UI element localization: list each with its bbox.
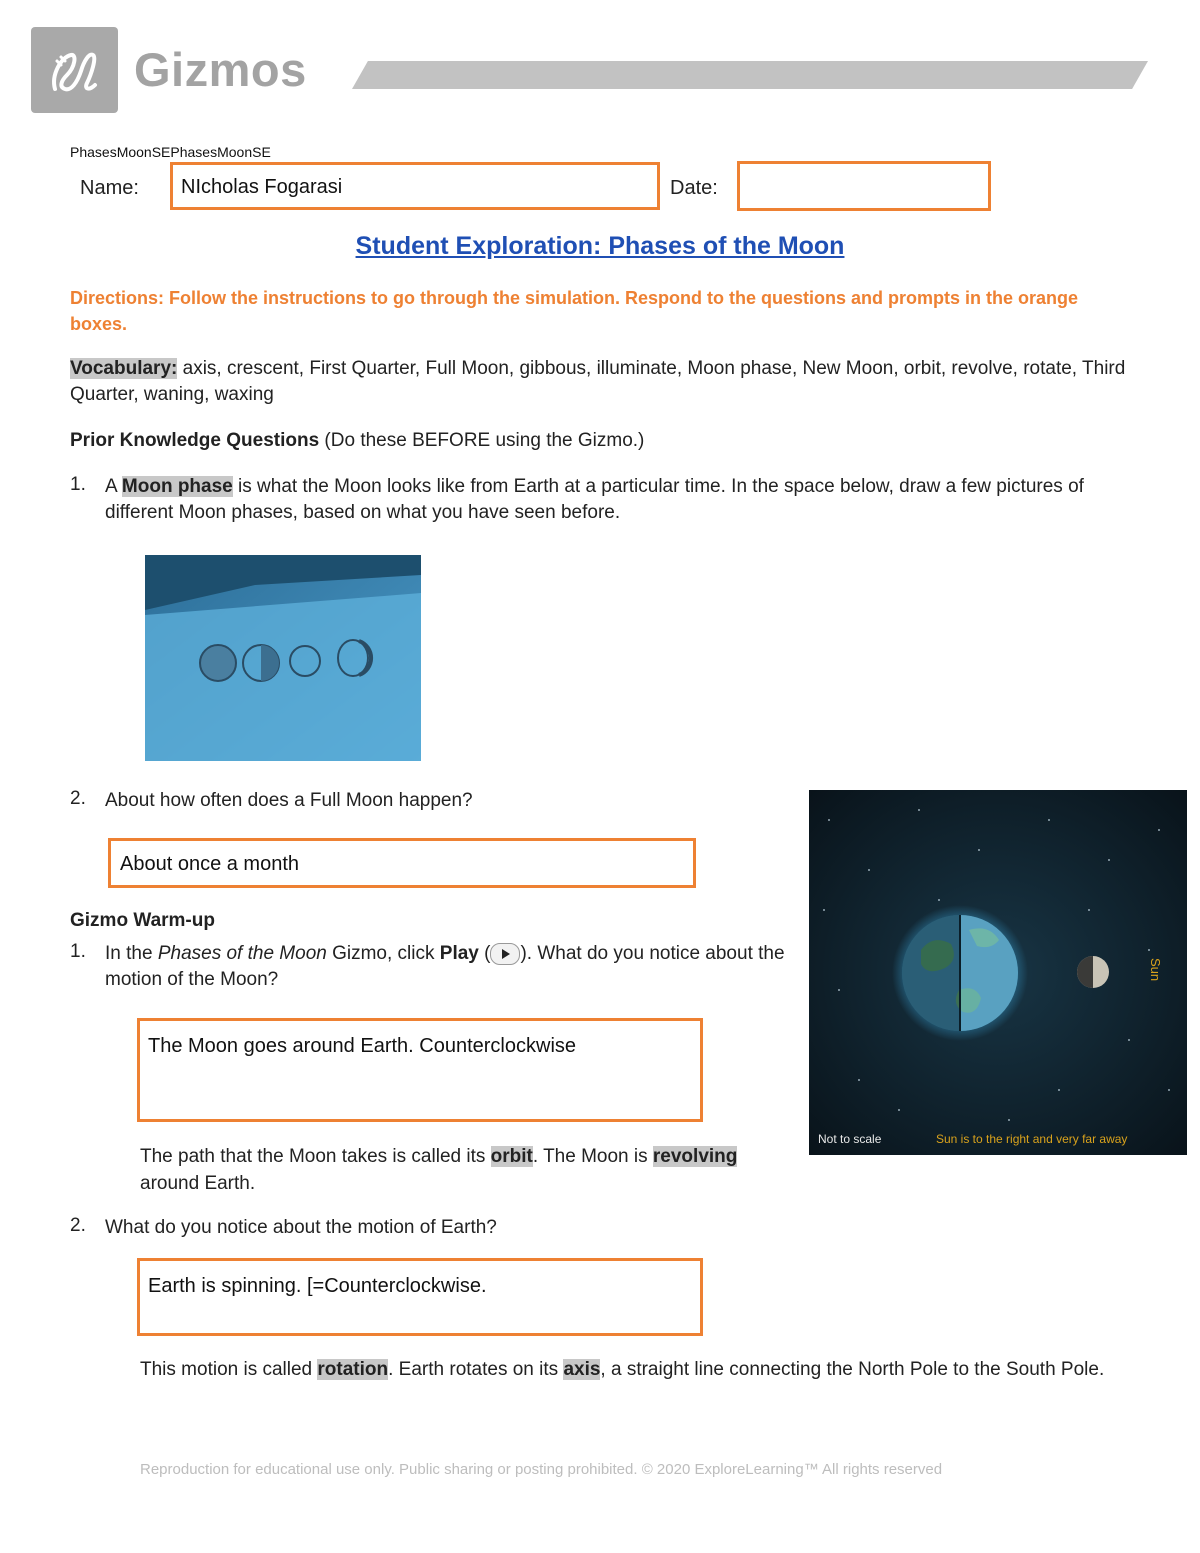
- rotation-explanation: [140, 1356, 1140, 1383]
- warmup-q1-answer: The Moon goes around Earth. Counterclockwise: [148, 1035, 577, 1057]
- q1-number: 1.: [70, 474, 86, 495]
- name-label: Name:: [80, 177, 139, 199]
- brand-name: Gizmos: [134, 43, 307, 96]
- q2-number: 2.: [70, 788, 86, 809]
- header-bar: [352, 61, 1148, 89]
- rotation-pre: This motion is called: [140, 1359, 318, 1380]
- logo-mark-icon: [31, 27, 118, 113]
- orbit-term: orbit: [490, 1146, 533, 1167]
- warmup-q2-answer-box[interactable]: [137, 1258, 703, 1336]
- directions: Directions: Follow the instructions to go through the simulation. Respond to the questions and prompts in the orange boxes.: [70, 288, 1078, 334]
- wq1-t3: (: [478, 943, 491, 964]
- wq1-t4: ). What do you notice about the motion of the Moon?: [105, 943, 785, 990]
- q2-answer: About once a month: [120, 853, 300, 875]
- date-value: [740, 164, 988, 178]
- revolving-term: revolving: [652, 1146, 738, 1167]
- date-field[interactable]: [737, 161, 991, 211]
- wq1-t2: Gizmo, click: [326, 943, 440, 964]
- rotation-term: rotation: [317, 1359, 389, 1380]
- prior-knowledge-title: Prior Knowledge Questions: [70, 430, 320, 451]
- prior-knowledge-note: (Do these BEFORE using the Gizmo.): [319, 430, 645, 451]
- gizmo-name: Phases of the Moon: [157, 943, 327, 964]
- orbit-pre: The path that the Moon takes is called its: [140, 1146, 491, 1167]
- warmup-q2-number: 2.: [70, 1215, 86, 1236]
- q1-post: is what the Moon looks like from Earth at a particular time. In the space below, draw a few pictures of different Moon phases, based on what you have seen before.: [105, 476, 1084, 523]
- prior-q1-text: [105, 474, 1135, 526]
- rotation-mid: . Earth rotates on its: [388, 1359, 564, 1380]
- warmup-q1-number: 1.: [70, 941, 86, 962]
- warmup-heading: Gizmo Warm-up: [70, 910, 215, 931]
- name-value: NIcholas Fogarasi: [181, 176, 343, 198]
- date-label: Date:: [670, 177, 718, 199]
- prior-knowledge-heading: [70, 428, 644, 454]
- not-to-scale-label: Not to scale: [818, 1132, 882, 1146]
- document-id: PhasesMoonSEPhasesMoonSE: [70, 144, 271, 160]
- axis-term: axis: [563, 1359, 601, 1380]
- moon-phases-drawing-photo: [145, 555, 421, 761]
- vocabulary-terms: axis, crescent, First Quarter, Full Moon, gibbous, illuminate, Moon phase, New Moon, orbit, revolve, rotate, Third Quarter, waning, waxing: [70, 358, 1126, 405]
- orbit-explanation: [140, 1143, 760, 1197]
- prior-q2-text: About how often does a Full Moon happen?: [105, 790, 473, 811]
- q1-pre: A: [105, 476, 122, 497]
- wq1-t1: In the: [105, 943, 158, 964]
- play-word: Play: [439, 943, 479, 964]
- q1-term: Moon phase: [121, 476, 233, 497]
- q2-answer-box[interactable]: [108, 838, 696, 888]
- warmup-q2-answer: Earth is spinning. [=Counterclockwise.: [148, 1275, 487, 1297]
- warmup-q1-text: [105, 941, 795, 993]
- rotation-post: , a straight line connecting the North Pole to the South Pole.: [600, 1359, 1105, 1380]
- warmup-q1-answer-box[interactable]: [137, 1018, 703, 1122]
- footer-copyright: Reproduction for educational use only. Public sharing or posting prohibited. © 2020 ExploreLearning™ All rights reserved: [140, 1461, 943, 1478]
- play-icon: [490, 943, 520, 965]
- page-title: Student Exploration: Phases of the Moon: [355, 232, 845, 260]
- sun-label: Sun: [1148, 958, 1163, 982]
- explorelearning-logo: [31, 27, 118, 113]
- vocabulary: [70, 356, 1130, 408]
- name-field[interactable]: [170, 162, 660, 210]
- warmup-q2-text: What do you notice about the motion of Earth?: [105, 1217, 497, 1238]
- gizmo-simulation-screenshot: [809, 790, 1187, 1155]
- orbit-mid: . The Moon is: [532, 1146, 653, 1167]
- sun-note-label: Sun is to the right and very far away: [936, 1132, 1128, 1146]
- vocabulary-label: Vocabulary:: [70, 358, 178, 379]
- orbit-post: around Earth.: [140, 1173, 256, 1194]
